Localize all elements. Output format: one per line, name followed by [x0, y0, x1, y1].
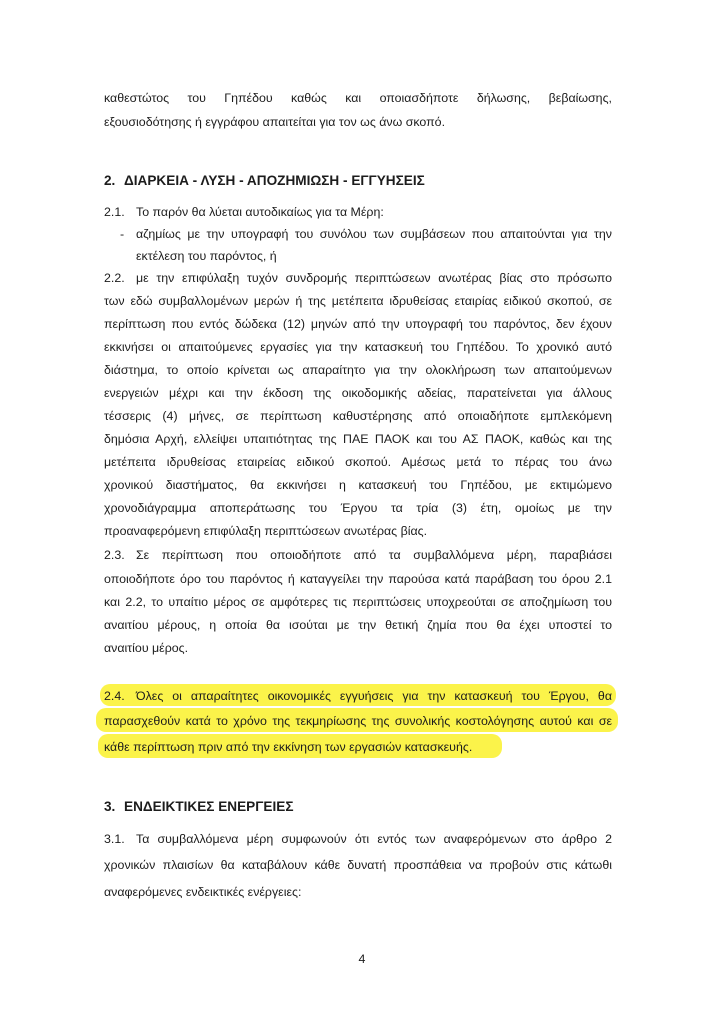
paragraph-2-1-number: 2.1. — [104, 205, 125, 219]
paragraph-2-2-line-2: των εδώ συμβαλλομένων μερών ή της μετέπειτα ιδρυθείσας εταιρίας ειδικού σκοπού, σε — [104, 294, 612, 308]
paragraph-2-2-line-9: μετέπειτα ιδρυθείσας εταιρείας ειδικού σκοπού. Αμέσως μετά το πέρας του άνω — [104, 455, 612, 469]
paragraph-2-3-line-2: οποιοδήποτε όρο του παρόντος ή καταγγείλει την παρούσα κατά παράβαση του όρου 2.1 — [104, 572, 612, 586]
paragraph-2-2-line-1: 2.2. με την επιφύλαξη τυχόν συνδρομής περιπτώσεων ανωτέρας βίας στο πρόσωπο — [104, 268, 612, 288]
paragraph-3-1-line-3: αναφερόμενες ενδεικτικές ενέργειες: — [104, 885, 302, 899]
paragraph-2-2-line-6: ενεργειών μέχρι και την έκδοση της οικοδομικής αδείας, παρατείνεται για άλλους — [104, 386, 612, 400]
paragraph-2-2-line-3: περίπτωση που εντός δώδεκα (12) μηνών από την υπογραφή του παρόντος, δεν έχουν — [104, 317, 612, 331]
paragraph-3-1-line-2: χρονικών πλαισίων θα καταβάλουν κάθε δυνατή προσπάθεια να προβούν στις κάτωθι — [104, 858, 612, 872]
paragraph-2-3-line-5: αναιτίου μέρος. — [104, 641, 189, 655]
paragraph-2-2-line-11: χρονοδιάγραμμα αποπεράτωσης του Έργου τα τρία (3) έτη, ομοίως με την — [104, 501, 612, 515]
paragraph-2-2-line-5: διάστημα, το οποίο κρίνεται ως απαραίτητο για την ολοκλήρωση των απαιτούμενων — [104, 363, 612, 377]
bullet-line-1: αζημίως με την υπογραφή του συνόλου των συμβάσεων που απαιτούνται για την — [136, 227, 612, 241]
intro-line-1: καθεστώτος του Γηπέδου καθώς και οποιασδήποτε δήλωσης, βεβαίωσης, — [104, 91, 612, 105]
bullet-line-2: εκτέλεση του παρόντος, ή — [136, 249, 277, 263]
section-3-number: 3. — [104, 799, 116, 814]
paragraph-2-2-line-4: εκκινήσει οι απαιτούμενες εργασίες για την κατασκευή του Γηπέδου. Το χρονικό αυτό — [104, 340, 612, 354]
paragraph-2-4-number: 2.4. — [104, 689, 125, 703]
intro-line-2: εξουσιοδότησης ή εγγράφου απαιτείται για τον ως άνω σκοπό. — [104, 115, 446, 129]
page-number: 4 — [358, 952, 366, 966]
paragraph-3-1-line-1: 3.1. Τα συμβαλλόμενα μέρη συμφωνούν ότι εντός των αναφερόμενων στο άρθρο 2 — [104, 829, 612, 849]
bullet-marker: - — [120, 227, 125, 241]
paragraph-2-2-line-8: δημόσια Αρχή, ελλείψει υπαιτιότητας της ΠΑΕ ΠΑΟΚ και του ΑΣ ΠΑΟΚ, καθώς και της — [104, 432, 612, 446]
section-2-title: ΔΙΑΡΚΕΙΑ - ΛΥΣΗ - ΑΠΟΖΗΜΙΩΣΗ - ΕΓΓΥΗΣΕΙΣ — [124, 173, 425, 188]
paragraph-2-2-line-12: προαναφερόμενη επιφύλαξη περιπτώσεων ανωτέρας βίας. — [104, 524, 428, 538]
section-3-heading — [104, 797, 293, 817]
paragraph-2-1-line-1: 2.1. Το παρόν θα λύεται αυτοδικαίως για τα Μέρη: — [104, 202, 612, 222]
paragraph-2-3-number: 2.3. — [104, 548, 125, 562]
paragraph-2-3-line-1: 2.3. Σε περίπτωση που οποιοδήποτε από τα συμβαλλόμενα μέρη, παραβιάσει — [104, 545, 612, 565]
paragraph-2-2-line-10: χρονικού διαστήματος, θα εκκινήσει η κατασκευή του Γηπέδου, με εκτιμώμενο — [104, 478, 612, 492]
paragraph-2-4-line-2: παρασχεθούν κατά το χρόνο της τεκμηρίωσης της συνολικής κοστολόγησης αυτού και σε — [104, 714, 612, 728]
paragraph-2-2-number: 2.2. — [104, 271, 125, 285]
paragraph-2-2-line-7: τέσσερις (4) μήνες, σε περίπτωση καθυστέρησης από οποιαδήποτε εμπλεκόμενη — [104, 409, 612, 423]
paragraph-2-3-line-4: αναιτίου μέρους, η οποία θα ισούται με την θετική ζημία που θα έχει υποστεί το — [104, 618, 612, 632]
paragraph-2-4-line-3: κάθε περίπτωση πριν από την εκκίνηση των εργασιών κατασκευής. — [104, 740, 473, 754]
paragraph-2-3-line-3: και 2.2, το υπαίτιο μέρος σε αμφότερες τις περιπτώσεις υποχρεούται σε αποζημίωση του — [104, 595, 612, 609]
section-2-heading — [104, 171, 425, 191]
paragraph-3-1-number: 3.1. — [104, 832, 125, 846]
section-3-title: ΕΝΔΕΙΚΤΙΚΕΣ ΕΝΕΡΓΕΙΕΣ — [124, 799, 294, 814]
paragraph-2-4-line-1: 2.4. Όλες οι απαραίτητες οικονομικές εγγυήσεις για την κατασκευή του Έργου, θα — [104, 686, 612, 706]
section-2-number: 2. — [104, 173, 116, 188]
